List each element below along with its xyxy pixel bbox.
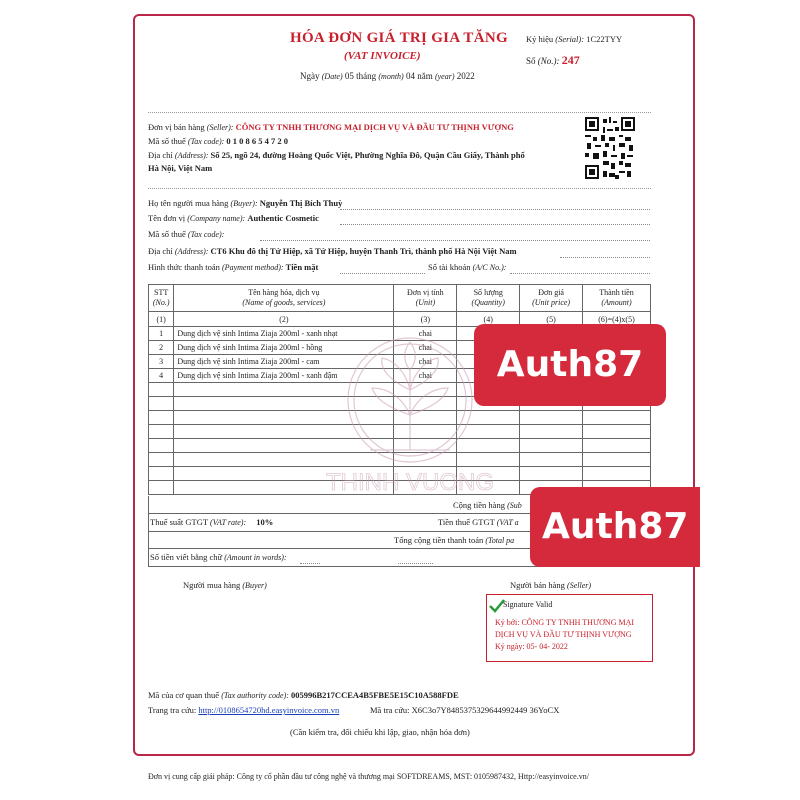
auth-sticker: Auth87 xyxy=(530,487,700,567)
table-row: 3 Dung dịch vệ sinh Intima Ziaja 200ml - cam chai xyxy=(149,355,651,369)
buyer-name-row: Họ tên người mua hàng (Buyer): Nguyễn Thị Bích Thuỳ xyxy=(148,198,343,208)
divider xyxy=(148,188,651,189)
fill-line xyxy=(340,273,425,274)
table-header: STT (No.) Tên hàng hóa, dịch vụ (Name of goods, services) Đơn vị tính (Unit) Số lượng (Quantity) Đơn giá (Unit price) Thành tiền (Amount) xyxy=(149,285,651,312)
invoice-serial: Ký hiệu (Serial): 1C22TYY xyxy=(526,34,623,44)
fill-line xyxy=(510,273,650,274)
buyer-name: Nguyễn Thị Bích Thuỳ xyxy=(259,198,343,208)
fill-line xyxy=(340,209,650,210)
lookup-page-link[interactable]: http://0108654720hd.easyinvoice.com.vn xyxy=(198,705,340,715)
buyer-signature-label: Người mua hàng (Buyer) xyxy=(183,580,267,590)
divider xyxy=(148,112,651,113)
column-number-row: (1) (2) (3) (4) (5) (6)=(4)x(5) xyxy=(149,312,651,327)
seller-signature-label: Người bán hàng (Seller) xyxy=(510,580,592,590)
invoice-number: Số (No.): 247 xyxy=(526,53,580,67)
provider-footer: Đơn vị cung cấp giải pháp: Công ty cổ phần đầu tư công nghệ và thương mại SOFTDREAMS, MST: 0105987432, Http://easyinvoice.vn/ xyxy=(148,772,589,781)
seller-address-row: Địa chỉ (Address): Số 25, ngõ 24, đường Hoàng Quốc Việt, Phường Nghĩa Đô, Quận Cầu Giấy, Thành phố xyxy=(148,150,525,160)
buyer-account-row: Số tài khoản (A/C No.): xyxy=(428,262,507,272)
lookup-page-row: Trang tra cứu: http://0108654720hd.easyinvoice.com.vn xyxy=(148,705,340,715)
seller-address-line2: Hà Nội, Việt Nam xyxy=(148,163,213,173)
signed-date: Ký ngày: 05- 04- 2022 xyxy=(495,642,568,651)
vat-rate-row: Thuế suất GTGT (VAT rate): 10% xyxy=(150,517,274,527)
signed-by-line2: DỊCH VỤ VÀ ĐẦU TƯ THỊNH VƯỢNG xyxy=(495,630,632,639)
signed-by-line1: Ký bởi: CÔNG TY TNHH THƯƠNG MẠI xyxy=(495,618,635,627)
fill-line xyxy=(340,224,650,225)
table-row: 2 Dung dịch vệ sinh Intima Ziaja 200ml - hồng chai xyxy=(149,341,651,355)
fill-line xyxy=(260,240,650,241)
payment-method: Tiền mặt xyxy=(285,262,319,272)
amount-in-words-row: Số tiền viết bằng chữ (Amount in words): xyxy=(150,552,287,562)
qr-code-icon xyxy=(585,117,635,179)
buyer-payment-row: Hình thức thanh toán (Payment method): Tiền mặt xyxy=(148,262,319,272)
buyer-tax-row: Mã số thuế (Tax code): xyxy=(148,229,225,239)
seller-tax-code: 0 1 0 8 6 5 4 7 2 0 xyxy=(226,136,289,146)
lookup-code-row: Mã tra cứu: X6C3o7Y8485375329644992449 36YoCX xyxy=(370,705,560,715)
lookup-note: (Cần kiểm tra, đối chiếu khi lập, giao, nhận hóa đơn) xyxy=(290,727,470,737)
fill-line xyxy=(398,563,433,564)
invoice-date: Ngày (Date) 05 tháng (month) 04 năm (year) 2022 xyxy=(300,71,475,81)
table-row: 4 Dung dịch vệ sinh Intima Ziaja 200ml - xanh đậm chai xyxy=(149,369,651,383)
digital-signature-box xyxy=(486,594,653,662)
buyer-address: CT6 Khu đô thị Tứ Hiệp, xã Tứ Hiệp, huyện Thanh Trì, thành phố Hà Nội Việt Nam xyxy=(210,246,517,256)
seller-name: CÔNG TY TNHH THƯƠNG MẠI DỊCH VỤ VÀ ĐẦU TƯ THỊNH VƯỢNG xyxy=(235,122,514,132)
invoice-subtitle: (VAT INVOICE) xyxy=(344,50,421,62)
watermark-text: THINH VUONG xyxy=(326,469,494,496)
buyer-company-row: Tên đơn vị (Company name): Authentic Cosmetic xyxy=(148,213,319,223)
buyer-address-row: Địa chỉ (Address): CT6 Khu đô thị Tứ Hiệp, xã Tứ Hiệp, huyện Thanh Trì, thành phố Hà Nội Việt Nam xyxy=(148,246,517,256)
seller-row: Đơn vị bán hàng (Seller): CÔNG TY TNHH THƯƠNG MẠI DỊCH VỤ VÀ ĐẦU TƯ THỊNH VƯỢNG xyxy=(148,122,514,132)
subtotal-row: Cộng tiền hàng (Sub xyxy=(453,500,522,510)
seller-tax-row: Mã số thuế (Tax code): 0 1 0 8 6 5 4 7 2 0 xyxy=(148,136,289,146)
tax-authority-code: 005996B217CCEA4B5FBE5E15C10A588FDE xyxy=(291,690,459,700)
fill-line xyxy=(300,563,320,564)
buyer-company: Authentic Cosmetic xyxy=(247,213,319,223)
vat-amount-row: Tiền thuế GTGT (VAT a xyxy=(438,517,519,527)
vat-rate-value: 10% xyxy=(256,517,274,527)
auth-sticker: Auth87 xyxy=(474,324,666,406)
table-row: 1 Dung dịch vệ sinh Intima Ziaja 200ml - xanh nhạt chai xyxy=(149,327,651,341)
signature-valid-text: Signature Valid xyxy=(503,600,553,609)
total-row: Tổng cộng tiền thanh toán (Total pa xyxy=(394,535,515,545)
fill-line xyxy=(560,257,650,258)
tax-authority-row: Mã của cơ quan thuế (Tax authority code): 005996B217CCEA4B5FBE5E15C10A588FDE xyxy=(148,690,459,700)
invoice-title: HÓA ĐƠN GIÁ TRỊ GIA TĂNG xyxy=(290,30,508,46)
